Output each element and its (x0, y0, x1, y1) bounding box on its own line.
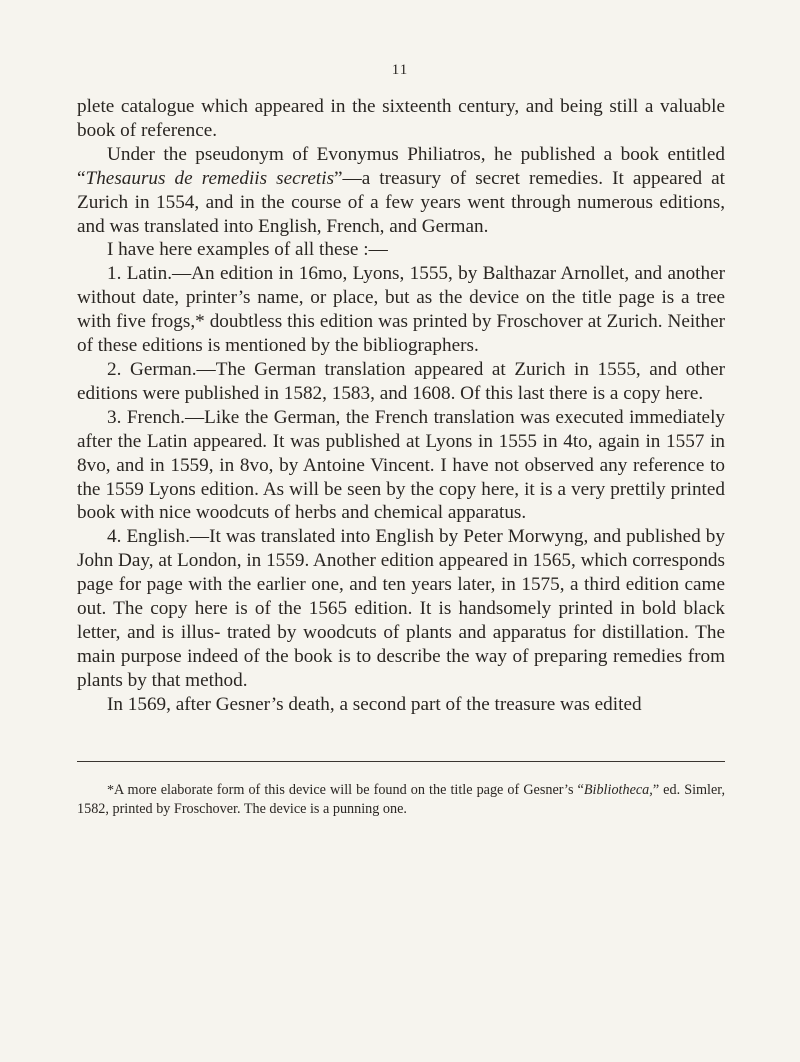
text-segment: ”—a treasury of secret remedies. It appeared at Zurich in 1554, and in the course of a few years went through numerous editions, and was translated into English, French, and German. (77, 167, 725, 237)
paragraph-french (77, 406, 725, 526)
book-title-italic: Thesaurus de remediis secretis (85, 167, 335, 189)
body-text (77, 95, 725, 717)
text-segment: plete catalogue which appeared in the sixteenth century, and being still a valuable book of reference. (77, 96, 725, 141)
paragraph-examples (77, 238, 725, 262)
footnote-segment: A more elaborate form of this device will be found on the title page of Gesner’s “ (114, 782, 584, 798)
text-segment: 4. English.—It was translated into English by Peter Morwyng, and published by John Day, at London, in 1559. Another edition appeared in 1565, which corresponds page for page with the earlier one, and ten years later, in 1575, a third edition came out. The copy here is of the 1565 edition. It is handsomely printed in bold black letter, and is illus- trated by woodcuts of plants and apparatus for distillation. The main purpose indeed of the book is to describe the way of preparing remedies from plants by that method. (77, 526, 725, 691)
page-number: 11 (391, 62, 409, 78)
footnote-segment: ” ed. Simler, 1582, printed by Froschover. The device is a punning one. (77, 782, 725, 817)
paragraph-latin (77, 262, 725, 358)
paragraph-english (77, 525, 725, 692)
text-segment: 2. German.—The German translation appeared at Zurich in 1555, and other editions were published in 1582, 1583, and 1608. Of this last there is a copy here. (77, 358, 725, 404)
text-segment: In 1569, after Gesner’s death, a second part of the treasure was edited (107, 693, 642, 715)
text-segment: I have here examples of all these :— (107, 239, 388, 261)
paragraph-continuation (77, 95, 725, 143)
paragraph-german (77, 358, 725, 406)
paragraph-pseudonym (77, 143, 725, 239)
text-segment: Under the pseudonym of Evonymus Philiatros, he published a book entitled “ (77, 143, 725, 189)
paragraph-second-part (77, 693, 725, 717)
text-segment: 1. Latin.—An edition in 16mo, Lyons, 1555, by Balthazar Arnollet, and another without date, printer’s name, or place, but as the device on the title page is a tree with five frogs,* doubtless this edition was printed by Froschover at Zurich. Neither of these editions is mentioned by the bibliographers. (77, 263, 725, 357)
footnote (77, 781, 725, 819)
footnote-divider (77, 761, 725, 762)
footnote-marker: * (107, 783, 114, 798)
footnote-title-italic: Bibliotheca, (583, 782, 653, 798)
text-segment: 3. French.—Like the German, the French translation was executed immediately after the Latin appeared. It was published at Lyons in 1555 in 4to, again in 1557 in 8vo, and in 1559, in 8vo, by Antoine Vincent. I have not observed any reference to the 1559 Lyons edition. As will be seen by the copy here, it is a very prettily printed book with nice woodcuts of herbs and chemical apparatus. (77, 406, 725, 524)
